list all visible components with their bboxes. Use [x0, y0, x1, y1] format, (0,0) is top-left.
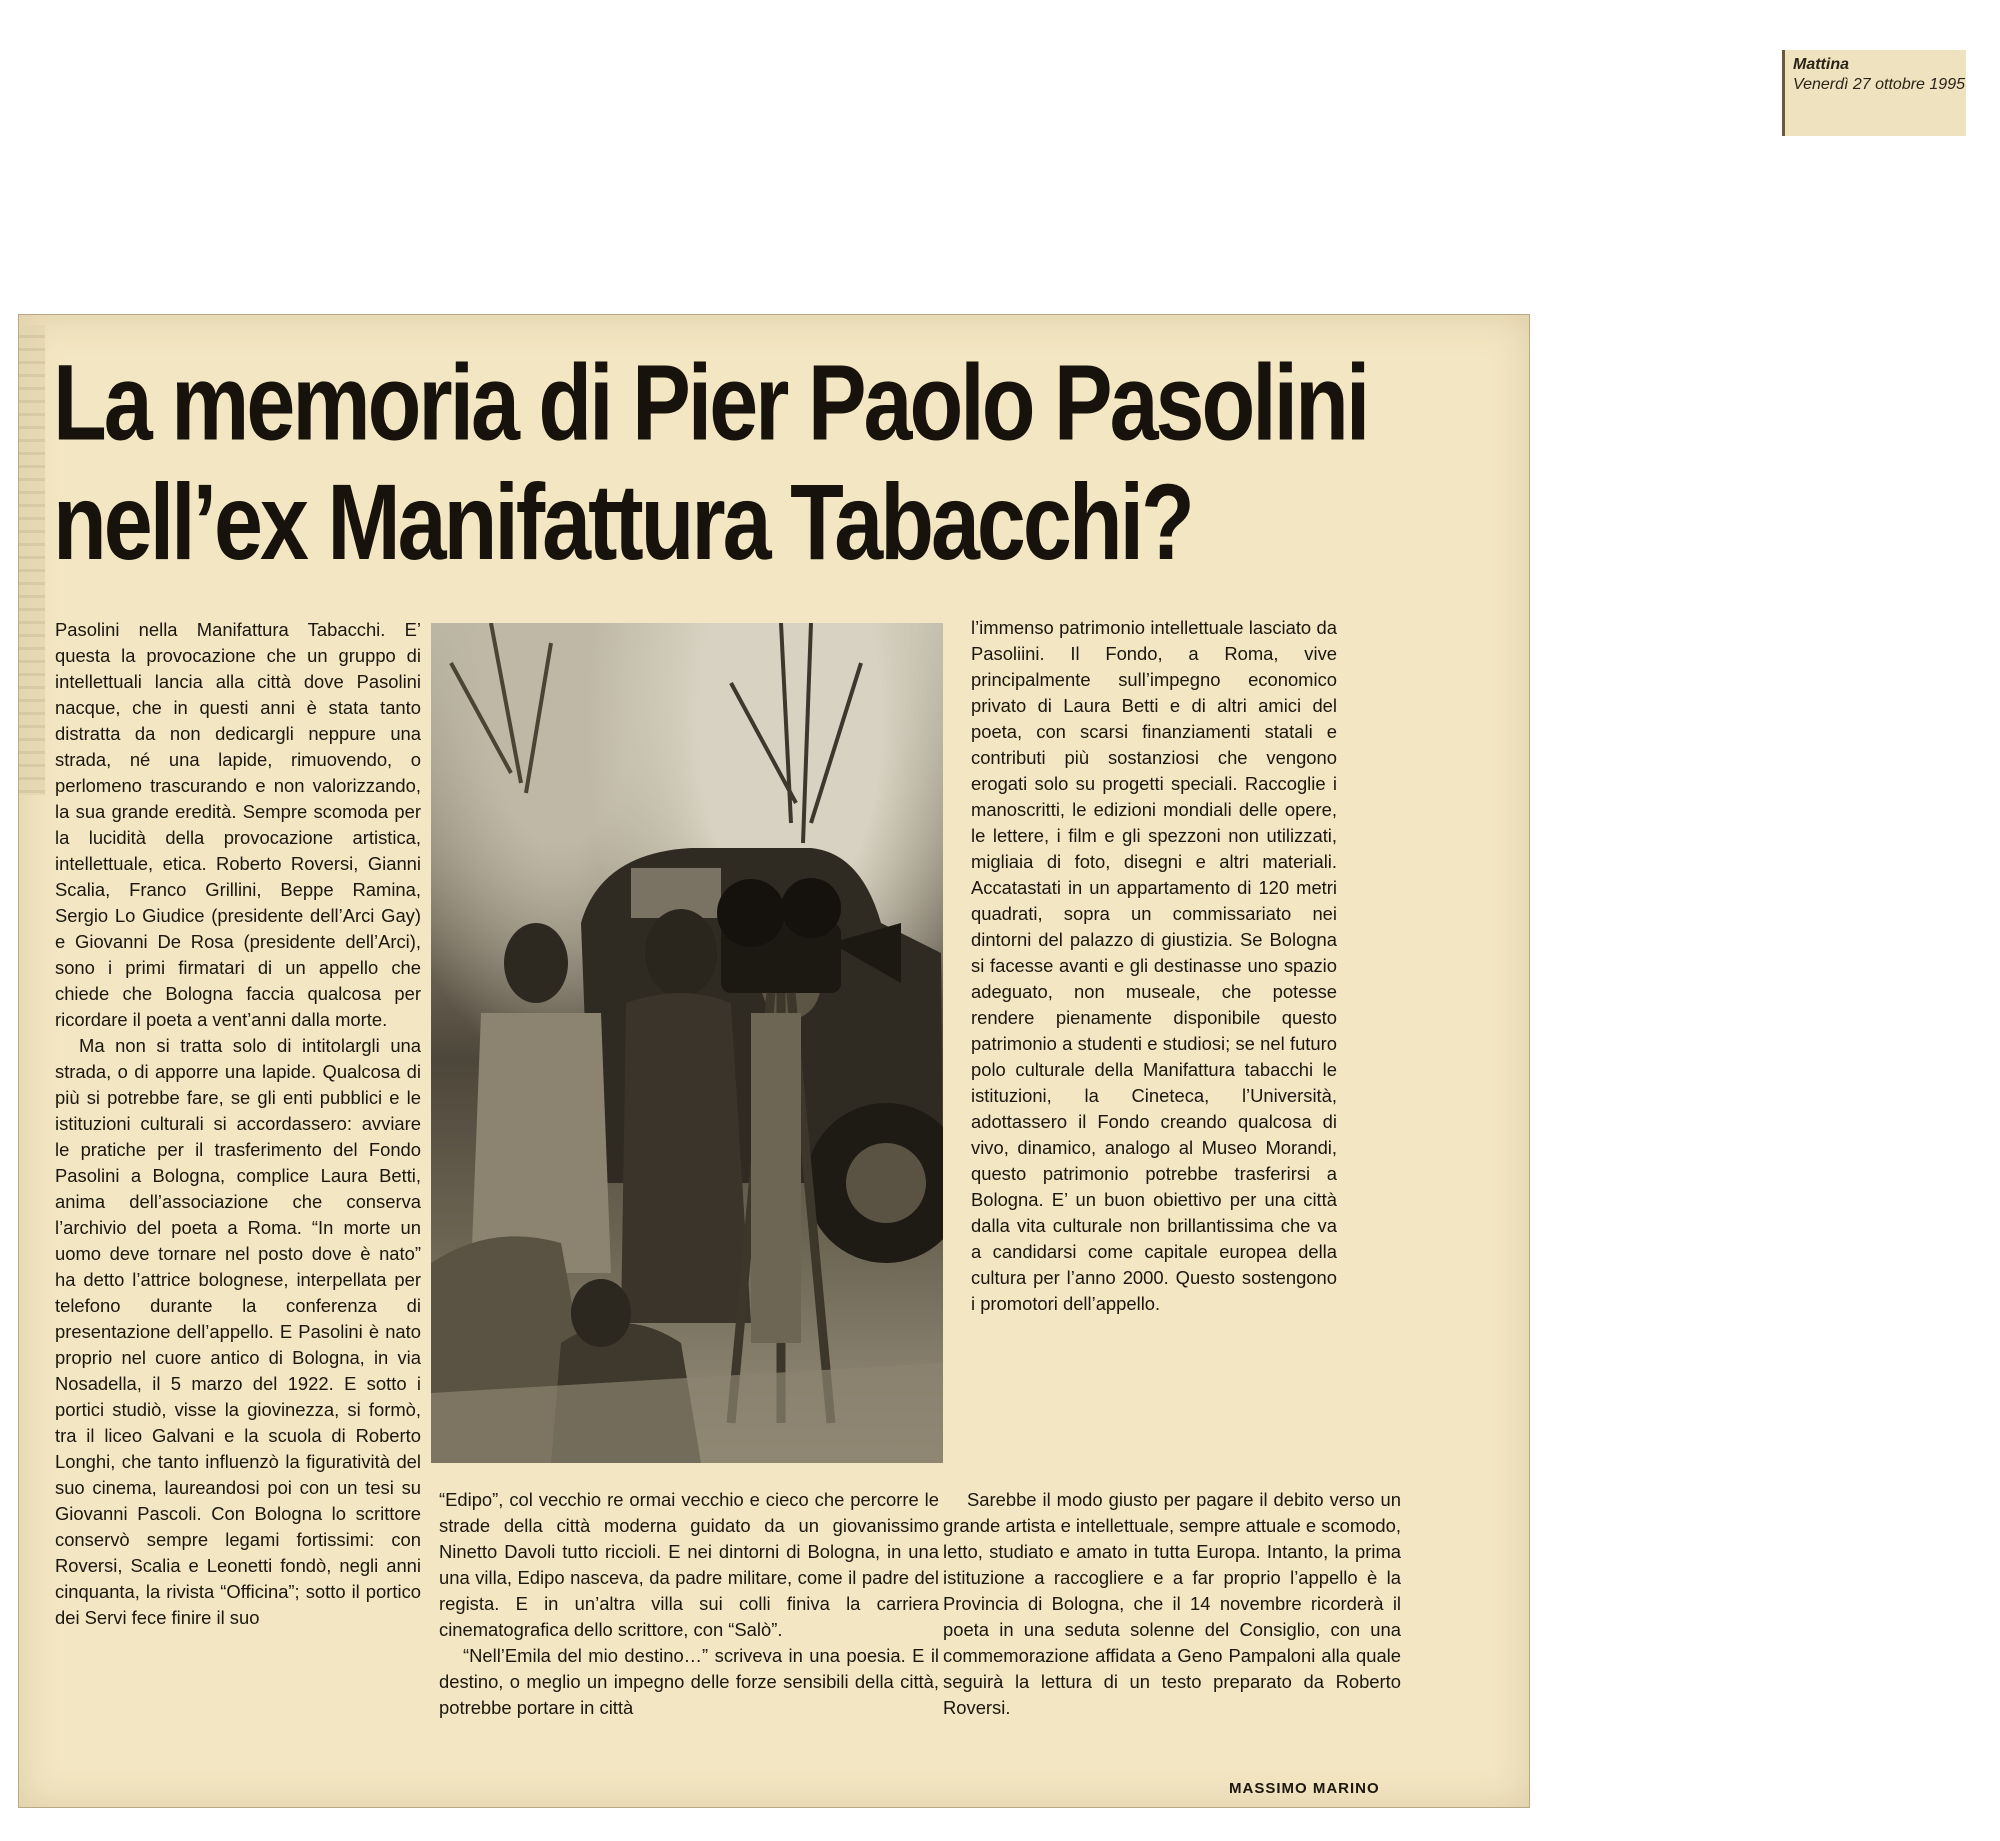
- adjacent-column-fragment: [19, 325, 45, 795]
- headline-line-1: La memoria di Pier Paolo Pasolini: [53, 341, 1368, 463]
- paragraph: “Nell’Emila del mio destino…” scriveva in una poesia. E il destino, o meglio un impegno delle forze sensibili della città, potrebbe portare in città: [439, 1645, 939, 1718]
- article-column-1: [55, 617, 421, 1631]
- article-byline: MASSIMO MARINO: [1229, 1780, 1380, 1797]
- article-column-2: [439, 1487, 939, 1721]
- article-column-4: [943, 1487, 1401, 1721]
- newspaper-name: Mattina: [1793, 56, 1849, 73]
- paragraph: “Edipo”, col vecchio re ormai vecchio e cieco che percorre le strade della città moderna guidato da un giovanissimo Ninetto Davoli tutto riccioli. E nei dintorni di Bologna, in una una villa, Edipo nasceva, da padre militare, come il padre del regista. E in un’altra villa sui colli finiva la carriera cinematografica dello scrittore, con “Salò”.: [439, 1489, 939, 1640]
- paragraph: Sarebbe il modo giusto per pagare il debito verso un grande artista e intellettuale, sempre attuale e scomodo, letto, studiato e amato in tutta Europa. Intanto, la prima istituzione a raccogliere e a far proprio l’appello è la Provincia di Bologna, che il 14 novembre ricorderà il poeta in una seduta solenne del Consiglio, con una commemorazione affidata a Geno Pampaloni alla quale seguirà la lettura di un testo preparato da Roberto Roversi.: [943, 1489, 1401, 1718]
- article-column-3: [971, 615, 1337, 1317]
- publication-date: Venerdì 27 ottobre 1995: [1793, 76, 1965, 93]
- headline-line-2: nell’ex Manifattura Tabacchi?: [53, 461, 1192, 583]
- newspaper-clipping-tag: [1782, 50, 1966, 136]
- film-set-photo-illustration: [431, 623, 943, 1463]
- paragraph: Ma non si tratta solo di intitolargli una strada, o di apporre una lapide. Qualcosa di più si potrebbe fare, se gli enti pubblici e le istituzioni culturali si accordassero: avviare le pratiche per il trasferimento del Fondo Pasolini a Bologna, complice Laura Betti, anima dell’associazione che conserva l’archivio del poeta a Roma. “In morte un uomo deve tornare nel posto dove è nato” ha detto l’attrice bolognese, interpellata per telefono durante la conferenza di presentazione dell’appello. E Pasolini è nato proprio nel cuore antico di Bologna, in via Nosadella, il 5 marzo del 1922. E sotto i portici studiò, visse la giovinezza, si formò, tra il liceo Galvani e la scuola di Roberto Longhi, che tanto influenzò la figuratività del suo cinema, laureandosi poi con un tesi su Giovanni Pascoli. Con Bologna lo scrittore conservò sempre legami fortissimi: con Roversi, Scalia e Leonetti fondò, negli anni cinquanta, la rivista “Officina”; sotto il portico dei Servi fece finire il suo: [55, 1035, 421, 1628]
- article-headline: [53, 343, 1493, 582]
- paragraph: Pasolini nella Manifattura Tabacchi. E’ questa la provocazione che un gruppo di intellettuali lancia alla città dove Pasolini nacque, che in questi anni è stata tanto distratta da non dedicargli neppure una strada, né una lapide, rimuovendo, o perlomeno trascurando e non valorizzando, la sua grande eredità. Sempre scomoda per la lucidità della provocazione artistica, intellettuale, etica. Roberto Roversi, Gianni Scalia, Franco Grillini, Beppe Ramina, Sergio Lo Giudice (presidente dell’Arci Gay) e Giovanni De Rosa (presidente dell’Arci), sono i primi firmatari di un appello che chiede che Bologna faccia qualcosa per ricordare il poeta a vent’anni dalla morte.: [55, 619, 421, 1030]
- paragraph: l’immenso patrimonio intellettuale lasciato da Pasoliini. Il Fondo, a Roma, vive principalmente sull’impegno economico privato di Laura Betti e di altri amici del poeta, con scarsi finanziamenti statali e contributi più sostanziosi che vengono erogati solo su progetti speciali. Raccoglie i manoscritti, le edizioni mondiali delle opere, le lettere, i film e gli spezzoni non utilizzati, migliaia di foto, disegni e altri materiali. Accatastati in un appartamento di 120 metri quadrati, sopra un commissariato nei dintorni del palazzo di giustizia. Se Bologna si facesse avanti e gli destinasse uno spazio adeguato, non museale, che potesse rendere pienamente disponibile questo patrimonio a studenti e studiosi; se nel futuro polo culturale della Manifattura tabacchi le istituzioni, la Cineteca, l’Università, adottassero il Fondo creando qualcosa di vivo, dinamico, analogo al Museo Morandi, questo patrimonio potrebbe trasferirsi a Bologna. E’ un buon obiettivo per una città dalla vita culturale non brillantissima che va a candidarsi come capitale europea della cultura per l’anno 2000. Questo sostengono i promotori dell’appello.: [971, 617, 1337, 1314]
- newspaper-clipping: [18, 314, 1530, 1808]
- article-photo: [431, 623, 943, 1463]
